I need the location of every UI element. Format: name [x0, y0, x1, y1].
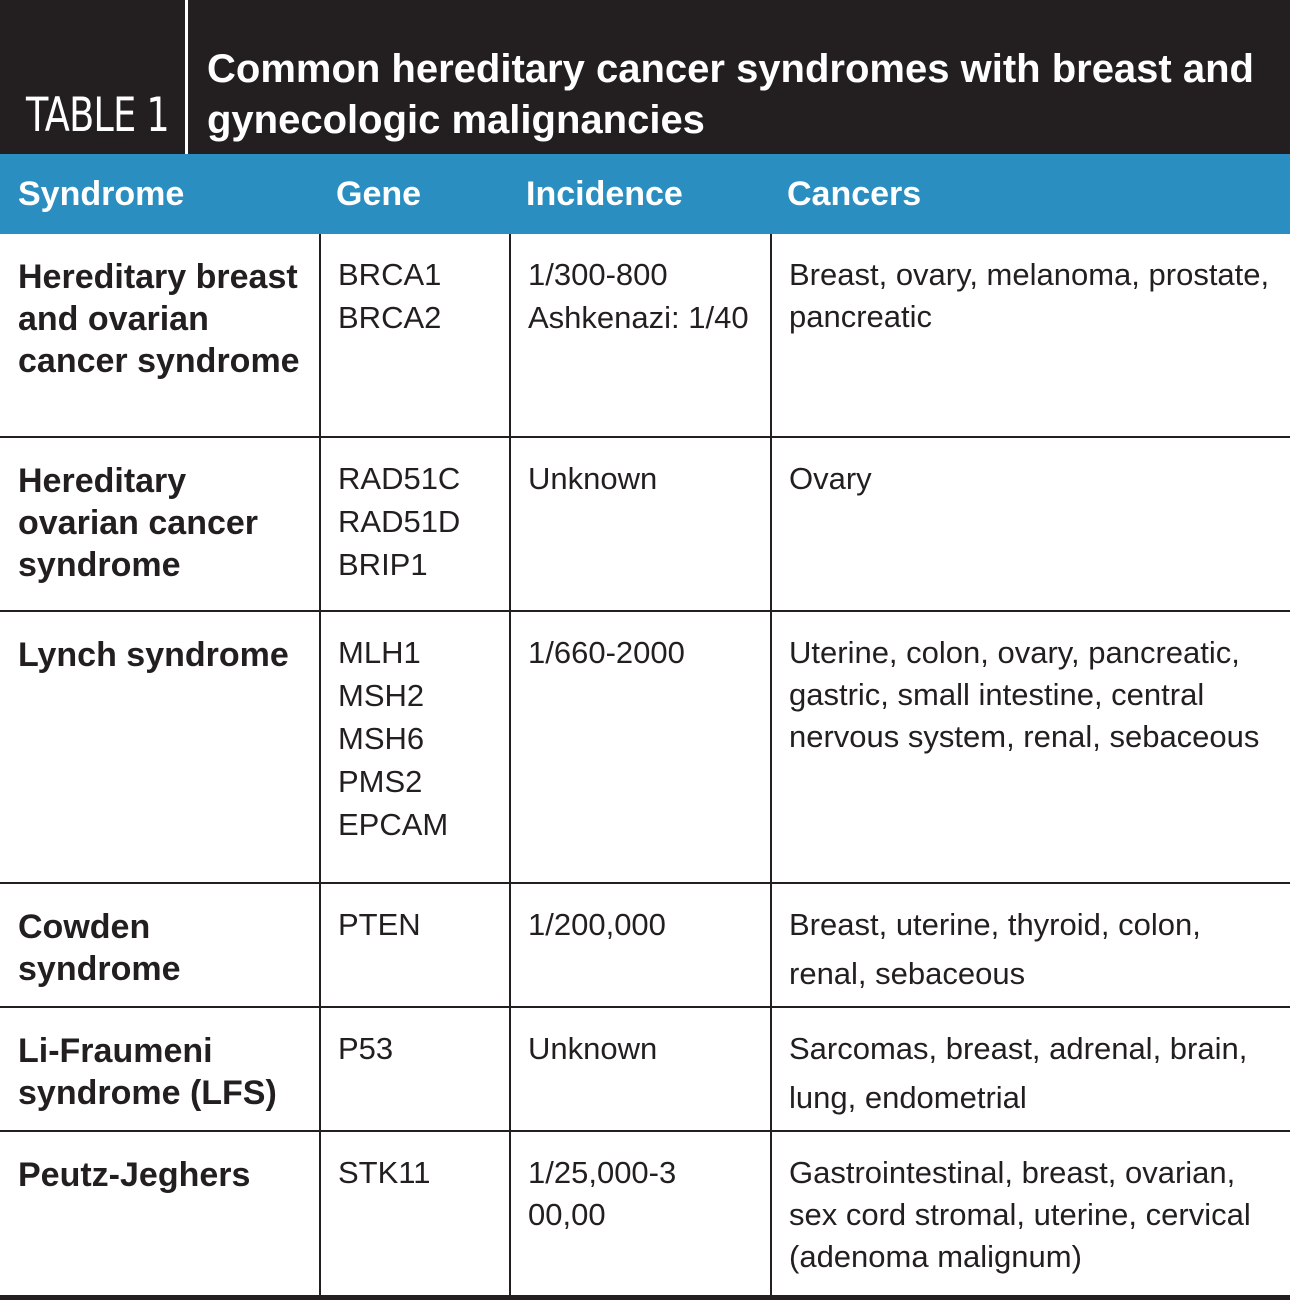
gene-item: P53	[338, 1031, 394, 1066]
cancers-text: Sarcomas, breast, adrenal, brain, lung, endometrial	[789, 1031, 1248, 1115]
gene-item: BRCA2	[338, 300, 442, 335]
gene-list	[338, 1024, 501, 1073]
incidence-cell	[509, 612, 770, 882]
syndrome-name: Peutz-Jeghers	[18, 1156, 251, 1194]
syndrome-name: Hereditary ovarian cancer syndrome	[18, 462, 259, 584]
syndrome-name: Li-Fraumeni syndrome (LFS)	[18, 1032, 277, 1112]
cancers-cell	[770, 1008, 1290, 1130]
gene-item: RAD51D	[338, 504, 461, 539]
syndrome-cell	[0, 234, 319, 436]
table-row	[0, 612, 1290, 884]
gene-list	[338, 628, 501, 849]
column-header-cancers: Cancers	[787, 175, 922, 213]
incidence-value: 1/660-2000	[528, 635, 685, 670]
table-row	[0, 234, 1290, 438]
gene-item: PTEN	[338, 907, 421, 942]
gene-list	[338, 250, 501, 342]
cancers-cell	[770, 1132, 1290, 1295]
table-row	[0, 1008, 1290, 1132]
cancers-text: Ovary	[789, 461, 872, 496]
cancers-text: Breast, uterine, thyroid, colon, renal, sebaceous	[789, 907, 1201, 991]
cancers-text: Uterine, colon, ovary, pancreatic, gastric, small intestine, central nervous system, renal, sebaceous	[789, 635, 1260, 754]
cancers-cell	[770, 234, 1290, 436]
gene-cell	[319, 1132, 509, 1295]
syndrome-cell	[0, 1008, 319, 1130]
column-header-gene: Gene	[336, 175, 422, 213]
incidence-value: 1/200,000	[528, 907, 666, 942]
gene-cell	[319, 612, 509, 882]
incidence-cell	[509, 884, 770, 1006]
cancers-cell	[770, 884, 1290, 1006]
title-divider	[185, 0, 188, 154]
gene-list	[338, 1148, 501, 1197]
incidence-value: Ashkenazi: 1/40	[528, 300, 749, 335]
incidence-value: Unknown	[528, 461, 658, 496]
table-header-row	[0, 154, 1290, 234]
gene-item: BRCA1	[338, 257, 442, 292]
column-header-syndrome: Syndrome	[18, 175, 185, 213]
incidence-cell	[509, 1008, 770, 1130]
incidence-cell	[509, 438, 770, 610]
incidence-value: 1/300-800	[528, 257, 668, 292]
syndrome-name: Hereditary breast and ovarian cancer syndrome	[18, 258, 300, 380]
gene-list	[338, 900, 501, 949]
gene-item: STK11	[338, 1155, 431, 1190]
table-row	[0, 884, 1290, 1008]
incidence-value: 1/25,000-300,00	[528, 1155, 677, 1232]
syndrome-name: Cowden syndrome	[18, 908, 181, 988]
gene-cell	[319, 884, 509, 1006]
gene-item: MSH2	[338, 678, 425, 713]
incidence-cell	[509, 234, 770, 436]
gene-list	[338, 454, 501, 589]
table-row	[0, 438, 1290, 612]
gene-item: MSH6	[338, 721, 425, 756]
syndrome-cell	[0, 612, 319, 882]
gene-cell	[319, 438, 509, 610]
column-header-incidence: Incidence	[526, 175, 683, 213]
gene-item: MLH1	[338, 635, 421, 670]
gene-item: RAD51C	[338, 461, 461, 496]
gene-cell	[319, 1008, 509, 1130]
gene-cell	[319, 234, 509, 436]
table-body	[0, 234, 1290, 1300]
incidence-cell	[509, 1132, 770, 1295]
gene-item: EPCAM	[338, 807, 449, 842]
table-row	[0, 1132, 1290, 1300]
cancers-cell	[770, 438, 1290, 610]
cancers-cell	[770, 612, 1290, 882]
syndrome-cell	[0, 884, 319, 1006]
syndrome-name: Lynch syndrome	[18, 636, 289, 674]
gene-item: BRIP1	[338, 547, 428, 582]
title-bar	[0, 0, 1290, 154]
syndrome-cell	[0, 1132, 319, 1295]
incidence-value: Unknown	[528, 1031, 658, 1066]
gene-item: PMS2	[338, 764, 423, 799]
cancers-text: Breast, ovary, melanoma, prostate, pancreatic	[789, 257, 1270, 334]
table-title: Common hereditary cancer syndromes with breast and gynecologic malignancies	[207, 47, 1254, 142]
syndrome-cell	[0, 438, 319, 610]
table-label: TABLE 1	[26, 88, 169, 143]
cancers-text: Gastrointestinal, breast, ovarian, sex cord stromal, uterine, cervical (adenoma malignum)	[789, 1155, 1251, 1274]
